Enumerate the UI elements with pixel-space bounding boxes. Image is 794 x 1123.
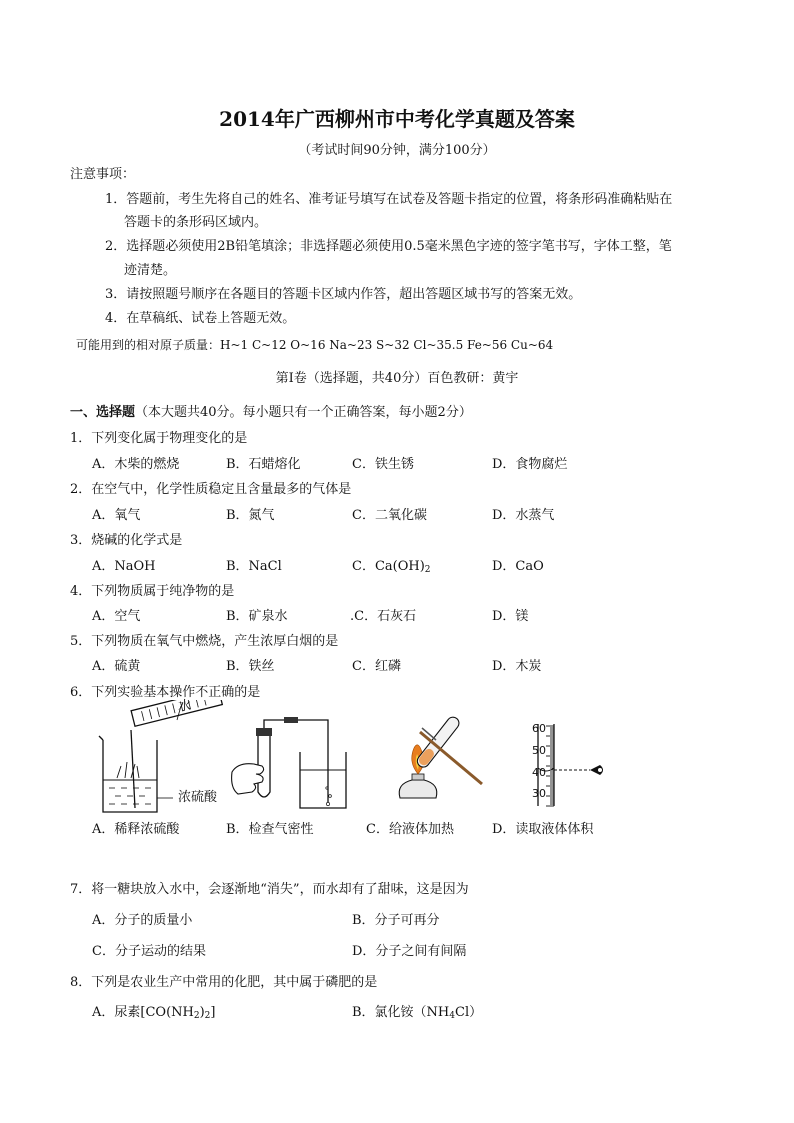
subscript: 2 <box>204 1011 211 1021</box>
question-stem: 1．下列变化属于物理变化的是 <box>70 431 248 446</box>
option-b[interactable] <box>352 1003 482 1026</box>
subscript: 4 <box>449 1011 455 1021</box>
option-c[interactable]: C．二氧化碳 <box>352 508 427 523</box>
notice-item-2-cont: 迹清楚。 <box>124 263 177 278</box>
notice-item-1: 1．答题前，考生先将自己的姓名、准考证号填写在试卷及答题卡指定的位置，将条形码准确粘贴在 <box>105 192 673 207</box>
option-a[interactable] <box>92 1003 215 1026</box>
question-stem: 7．将一糖块放入水中，会逐渐地“消失”，而水却有了甜味，这是因为 <box>70 882 469 897</box>
option-a[interactable]: A．空气 <box>92 609 141 624</box>
option-c[interactable]: C．分子运动的结果 <box>92 944 206 959</box>
option-b[interactable]: B．铁丝 <box>226 659 275 674</box>
notice-heading: 注意事项： <box>70 167 136 182</box>
page-title: 2014年广西柳州市中考化学真题及答案 <box>219 107 575 131</box>
atomic-masses: 可能用到的相对原子质量：H~1 C~12 O~16 Na~23 S~32 Cl~35.5 Fe~56 Cu~64 <box>76 338 554 352</box>
acid-label: 浓硫酸 <box>178 790 218 805</box>
option-d[interactable]: D．读取液体体积 <box>492 822 594 837</box>
figure-airtightness <box>228 712 348 812</box>
option-a-text: A．尿素[CO(NH <box>92 1005 194 1020</box>
question-stem: 8．下列是农业生产中常用的化肥，其中属于磷肥的是 <box>70 975 378 990</box>
subscript: 2 <box>193 1011 200 1021</box>
option-d[interactable]: D．食物腐烂 <box>492 457 568 472</box>
option-d[interactable]: D．水蒸气 <box>492 508 555 523</box>
option-b-text: B．氯化铵（NH <box>352 1005 450 1020</box>
option-a[interactable]: A．木柴的燃烧 <box>92 457 180 472</box>
question-stem: 2．在空气中，化学性质稳定且含量最多的气体是 <box>70 482 352 497</box>
option-b[interactable]: B．石蜡熔化 <box>226 457 301 472</box>
option-c[interactable]: C．红磷 <box>352 659 401 674</box>
tick-label-50: 50 <box>532 744 546 757</box>
option-b[interactable]: B．检查气密性 <box>226 822 314 837</box>
option-d[interactable]: D．木炭 <box>492 659 542 674</box>
notice-item-1-cont: 答题卡的条形码区域内。 <box>124 215 268 230</box>
question-stem: 6．下列实验基本操作不正确的是 <box>70 685 261 700</box>
part1-header: 第Ⅰ卷（选择题，共40分）百色教研：黄宇 <box>275 371 519 386</box>
option-a[interactable]: A．分子的质量小 <box>92 913 193 928</box>
figure-heating <box>382 710 492 810</box>
section1-label: 一、选择题 <box>70 405 136 420</box>
option-b[interactable]: B．NaCl <box>226 559 282 574</box>
option-b-text-2: Cl） <box>455 1005 483 1020</box>
option-d[interactable]: D．分子之间有间隔 <box>352 944 467 959</box>
tick-label-40: 40 <box>532 766 546 779</box>
option-d[interactable]: D．镁 <box>492 609 529 624</box>
option-b[interactable]: B．矿泉水 <box>226 609 288 624</box>
notice-item-4: 4．在草稿纸、试卷上答题无效。 <box>105 311 296 326</box>
option-c-text: C．Ca(OH) <box>352 559 425 574</box>
option-c[interactable] <box>352 557 431 580</box>
notice-item-2: 2．选择题必须使用2B铅笔填涂；非选择题必须使用0.5毫米黑色字迹的签字笔书写，字体工整，笔 <box>105 239 672 254</box>
option-a[interactable]: A．稀释浓硫酸 <box>92 822 180 837</box>
question-stem: 4．下列物质属于纯净物的是 <box>70 584 235 599</box>
option-a[interactable]: A．氧气 <box>92 508 141 523</box>
question-stem: 3．烧碱的化学式是 <box>70 533 183 548</box>
option-a[interactable]: A．NaOH <box>92 559 156 574</box>
water-label: 水 <box>178 699 192 714</box>
option-a-text-2: ) <box>199 1005 205 1020</box>
option-d[interactable]: D．CaO <box>492 559 544 574</box>
section1-heading <box>70 403 472 423</box>
option-b[interactable]: B．氮气 <box>226 508 275 523</box>
subscript: 2 <box>424 565 431 575</box>
option-a[interactable]: A．硫黄 <box>92 659 141 674</box>
tick-label-60: 60 <box>532 722 546 735</box>
option-a-text-3: ] <box>210 1005 216 1020</box>
tick-label-30: 30 <box>532 787 546 800</box>
question-stem: 5．下列物质在氧气中燃烧，产生浓厚白烟的是 <box>70 634 339 649</box>
option-b[interactable]: B．分子可再分 <box>352 913 440 928</box>
option-c[interactable]: C．铁生锈 <box>352 457 414 472</box>
option-c[interactable]: .C．石灰石 <box>350 609 417 624</box>
option-c[interactable]: C．给液体加热 <box>366 822 454 837</box>
notice-item-3: 3．请按照题号顺序在各题目的答题卡区域内作答，超出答题区域书写的答案无效。 <box>105 287 582 302</box>
exam-info: （考试时间90分钟，满分100分） <box>298 143 496 158</box>
section1-desc: （本大题共40分。每小题只有一个正确答案，每小题2分） <box>135 405 472 420</box>
